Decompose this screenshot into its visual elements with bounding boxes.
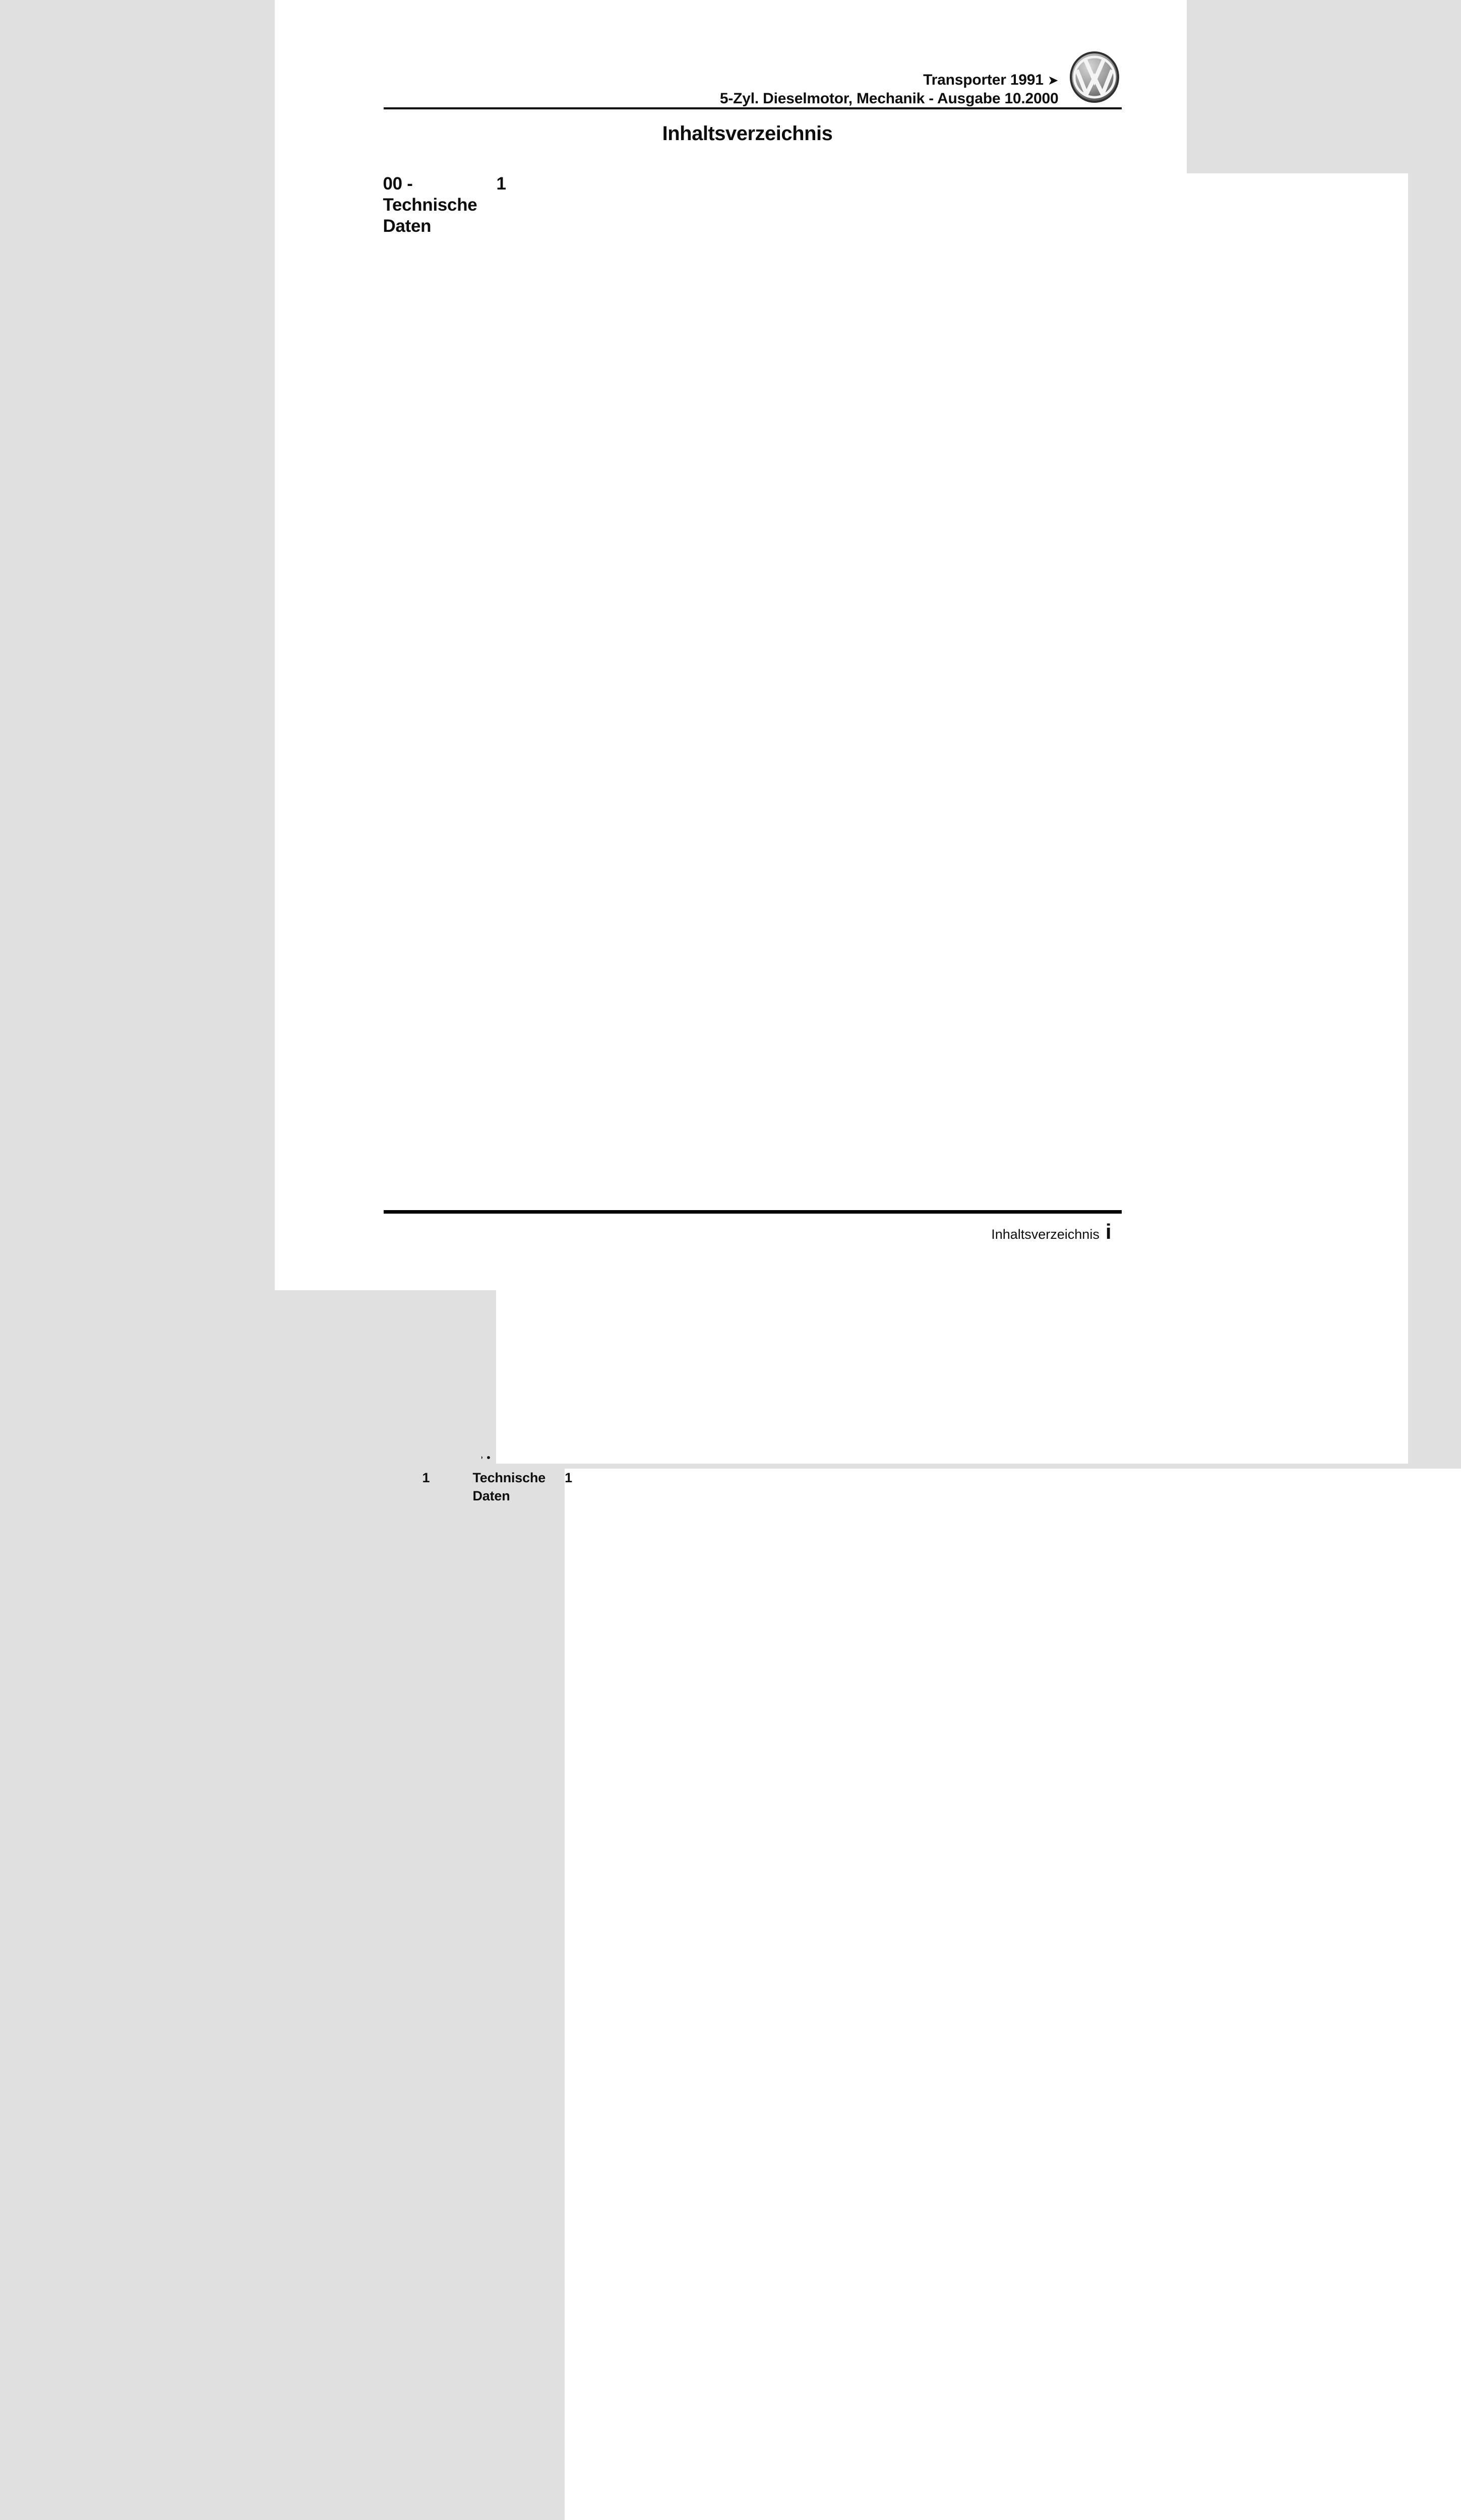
document-page [275,0,1187,1503]
page-footer [991,1220,1111,1244]
section-heading [383,173,1112,1464]
entry-title: Technische Daten [472,1470,546,1503]
header-model-line [720,71,1059,90]
section-heading-text: 00 - Technische Daten [383,174,477,236]
entry-page-number: 1 [565,1469,1461,2520]
footer-page-number: i [1105,1220,1112,1243]
header-divider [384,107,1122,109]
footer-divider [384,1210,1122,1214]
table-of-contents [383,173,1112,2520]
toc-section [383,173,1112,2520]
vw-logo-icon [1069,50,1120,104]
header-model: Transporter 1991 [923,72,1044,88]
toc-group [383,1469,1112,2520]
section-page-number: 1 [496,173,1408,1464]
footer-label: Inhaltsverzeichnis [991,1227,1100,1242]
entry-number: 1 [422,1470,430,1485]
page-header [720,71,1059,108]
dot-leader [481,1456,495,1459]
arrow-right-icon: ➤ [1047,73,1059,88]
page-title: Inhaltsverzeichnis [662,122,833,145]
toc-entry [383,1469,1112,2520]
header-subtitle: 5-Zyl. Dieselmotor, Mechanik - Ausgabe 10.2000 [719,90,1059,107]
